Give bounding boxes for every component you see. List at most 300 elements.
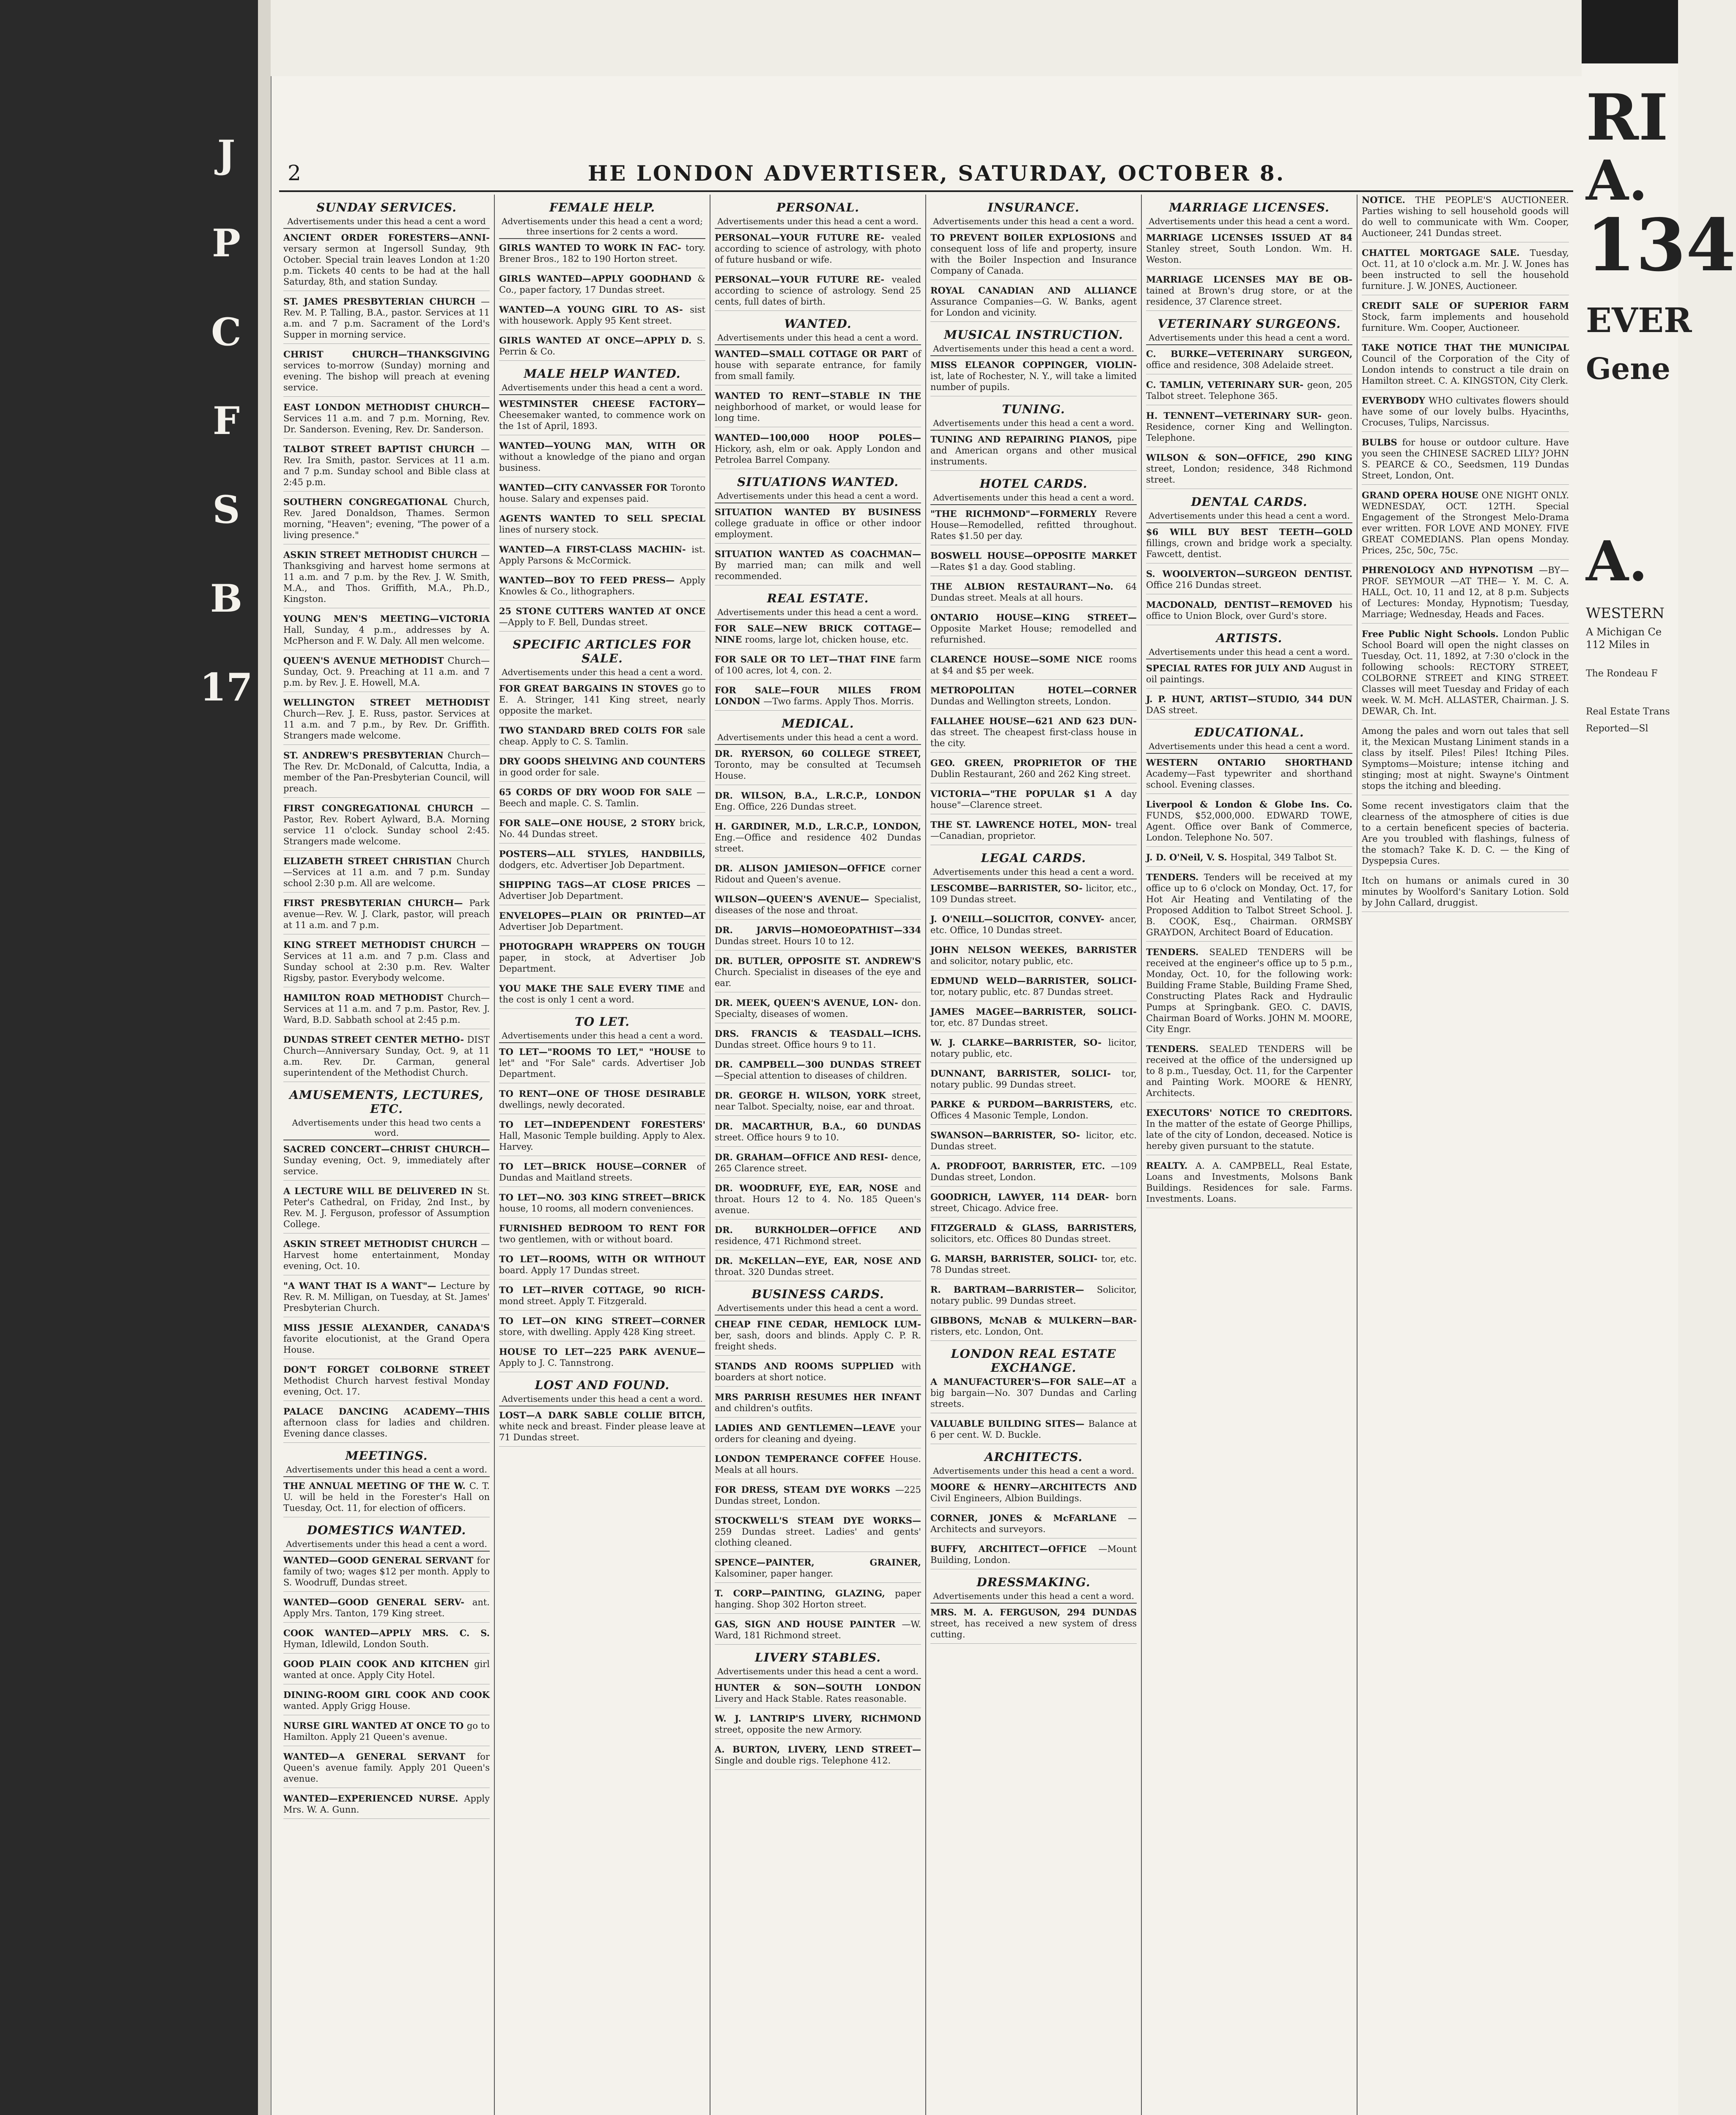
classified-ad: [1362, 565, 1569, 624]
classified-ad: [715, 349, 921, 385]
ad-lead: MRS. M. A. FERGUSON, 294 DUNDAS: [930, 1607, 1137, 1618]
ad-body: Kalsominer, paper hanger.: [715, 1568, 834, 1579]
ad-lead: A MANUFACTURER'S—FOR SALE—AT: [930, 1376, 1132, 1387]
ad-lead: NURSE GIRL WANTED AT ONCE TO: [283, 1720, 467, 1731]
classified-ad: [499, 1088, 705, 1114]
classified-ad: [715, 274, 921, 311]
section-rate-note: Advertisements under this head a cent a word.: [715, 1303, 921, 1316]
ad-body: —Services at 11 a.m. and 7 p.m. Class and Sunday school at 2:30 p.m. Rev. Walter Rigsby, pastor. Everybody welcome.: [283, 940, 490, 983]
ad-body: Cheesemaker wanted, to commence work on the 1st of April, 1893.: [499, 410, 705, 431]
ad-body: Toronto, may be consulted at Tecumseh House.: [715, 760, 921, 781]
ad-section: [715, 591, 921, 711]
ad-lead: LOST—A DARK SABLE COLLIE BITCH,: [499, 1410, 705, 1420]
ad-section: [1146, 631, 1352, 720]
ad-lead: WILSON—QUEEN'S AVENUE—: [715, 894, 875, 904]
ad-body: Lecture by Rev. R. M. Milligan, on Tuesday, at St. James' Presbyterian Church.: [283, 1281, 490, 1313]
ad-section: [499, 1378, 705, 1447]
ad-lead: TWO STANDARD BRED COLTS FOR: [499, 725, 688, 736]
classified-ad: [283, 1364, 490, 1401]
ad-lead: TENDERS.: [1146, 872, 1204, 882]
ad-lead: ONTARIO HOUSE—KING STREET—: [930, 612, 1137, 623]
ad-lead: CLARENCE HOUSE—SOME NICE: [930, 654, 1109, 665]
classified-ad: [283, 296, 490, 344]
classified-ad: [1362, 800, 1569, 870]
classified-ad: [499, 683, 705, 720]
ad-lead: MARRIAGE LICENSES MAY BE OB-: [1146, 274, 1352, 285]
ad-section: [930, 477, 1137, 845]
classified-ad: [1362, 629, 1569, 720]
classified-ad: [930, 945, 1137, 970]
ad-lead: WANTED—YOUNG MAN, WITH OR: [499, 440, 705, 451]
ad-lead: "THE RICHMOND"—FORMERLY: [930, 508, 1105, 519]
classified-ad: [1146, 852, 1352, 867]
ad-body: St. Peter's Cathedral, on Friday, 2nd Inst., by Rev. M. J. Ferguson, professor of Assumption College.: [283, 1186, 490, 1229]
classified-ad: [715, 1090, 921, 1116]
ad-body: ant. Apply Mrs. Tanton, 179 King street.: [283, 1597, 490, 1618]
classified-ad: [715, 1225, 921, 1250]
classified-ad: [499, 304, 705, 330]
ad-body: Church—Rev. J. E. Russ, pastor. Services at 11 a.m. and 7 p.m., by Rev. Dr. Griffith. Strangers made welcome.: [283, 709, 490, 741]
ad-section: [1146, 495, 1352, 625]
ad-lead: ASKIN STREET METHODIST CHURCH: [283, 549, 481, 560]
ad-lead: WELLINGTON STREET METHODIST: [283, 697, 490, 708]
section-heading: SPECIFIC ARTICLES FOR SALE.: [513, 637, 692, 665]
classified-ad: [715, 390, 921, 427]
classified-ad: [715, 549, 921, 585]
classified-ad: [715, 1619, 921, 1645]
section-rate-note: Advertisements under this head a cent a word.: [930, 492, 1137, 505]
ad-column: [926, 195, 1142, 2115]
ad-body: tory. Brener Bros., 182 to 190 Horton street.: [499, 243, 705, 264]
ad-section: [715, 1287, 921, 1645]
classified-ad: [930, 883, 1137, 909]
ad-body: Park avenue—Rev. W. J. Clark, pastor, will preach at 11 a.m. and 7 p.m.: [283, 898, 490, 930]
ad-lead: ENVELOPES—PLAIN OR PRINTED—AT: [499, 910, 705, 921]
ad-section: [1362, 195, 1569, 912]
ad-section: [499, 637, 705, 1009]
section-heading: DRESSMAKING.: [976, 1575, 1091, 1589]
classified-ad: [715, 1059, 921, 1085]
ad-body: tor, etc. 87 Dundas street.: [930, 1018, 1048, 1028]
ad-body: ist. Apply Parsons & McCormick.: [499, 544, 705, 566]
ad-section: [715, 201, 921, 311]
classified-ad: [1146, 452, 1352, 489]
ad-lead: W. J. LANTRIP'S LIVERY, RICHMOND: [715, 1713, 921, 1724]
classified-ad: [715, 507, 921, 544]
ad-body: lines of nursery stock.: [499, 525, 599, 535]
ad-body: Dundas and Wellington streets, London.: [930, 696, 1111, 706]
ad-lead: PHOTOGRAPH WRAPPERS ON TOUGH: [499, 941, 705, 952]
classified-ad: [1146, 232, 1352, 269]
ad-lead: KING STREET METHODIST CHURCH: [283, 939, 481, 950]
ad-body: Stanley street, South London. Wm. H. Weston.: [1146, 244, 1352, 265]
ad-body: without a knowledge of the piano and organ business.: [499, 452, 705, 473]
ad-lead: CHATTEL MORTGAGE SALE.: [1362, 247, 1530, 258]
classified-ad: [499, 725, 705, 751]
ad-body: Toronto house. Salary and expenses paid.: [499, 483, 705, 504]
ad-lead: G. MARSH, BARRISTER, SOLICI-: [930, 1253, 1102, 1264]
ad-lead: POSTERS—ALL STYLES, HANDBILLS,: [499, 849, 705, 859]
ad-lead: DINING-ROOM GIRL COOK AND COOK: [283, 1689, 490, 1700]
classified-ad: [715, 1183, 921, 1220]
ad-body: WHO cultivates flowers should have some of our lovely bulbs. Hyacinths, Crocuses, Tulips, Narcissus.: [1362, 396, 1569, 428]
ad-body: mond street. Apply T. Fitzgerald.: [499, 1296, 647, 1306]
ad-body: solicitors, etc. Offices 80 Dundas street.: [930, 1234, 1111, 1244]
ad-lead: LADIES AND GENTLEMEN—LEAVE: [715, 1423, 901, 1433]
margin-letter: F: [213, 398, 240, 443]
ad-body: his office to Union Block, over Gurd's store.: [1146, 600, 1352, 621]
masthead-rule: [279, 190, 1573, 192]
ad-lead: REALTY.: [1146, 1160, 1196, 1171]
ad-body: Itch on humans or animals cured in 30 minutes by Woolford's Sanitary Lotion. Sold by John Callard, druggist.: [1362, 876, 1569, 908]
ad-lead: H. TENNENT—VETERINARY SUR-: [1146, 410, 1328, 421]
classified-ad: [1146, 1107, 1352, 1155]
ad-body: tor, notary public. 99 Dundas street.: [930, 1068, 1137, 1090]
ad-body: —Mount Building, London.: [930, 1544, 1137, 1565]
ad-section: [1146, 799, 1352, 1208]
classified-ad: [930, 508, 1137, 545]
ad-column: [710, 195, 926, 2115]
classified-ad: [715, 997, 921, 1023]
section-rate-note: Advertisements under this head a cent a word.: [930, 343, 1137, 356]
ad-body: SEALED TENDERS will be received at the office of the undersigned up to 8 p.m., Tuesday, Oct. 11, for the Carpenter and Painting Work. MOORE & HENRY, Architects.: [1146, 1044, 1352, 1098]
ad-body: Revere House—Remodelled, refitted throughout. Rates $1.50 per day.: [930, 509, 1137, 541]
ad-body: for family of two; wages $12 per month. Apply to S. Woodruff, Dundas street.: [283, 1555, 490, 1588]
classified-ad: [930, 434, 1137, 471]
ad-body: Hospital, 349 Talbot St.: [1230, 852, 1337, 862]
classified-ad: [930, 581, 1137, 607]
ad-body: SEALED TENDERS will be received at the engineer's office up to 5 p.m., Monday, Oct. 10, for the following work: Building Frame Stable, Building Frame Shed, Constructing Plates Rack and Hydraulic Pumps at Springbank. GEO. C. DAVIS, Chairman Board of Works. JOHN M. MOORE, City Engr.: [1146, 947, 1352, 1034]
ad-body: Solicitor, notary public. 99 Dundas street.: [930, 1285, 1137, 1306]
ad-body: Church—Services at 11 a.m. and 7 p.m. Sunday school 2:30 p.m. All are welcome.: [283, 856, 490, 888]
ad-body: Hall, Masonic Temple building. Apply to Alex. Harvey.: [499, 1131, 705, 1152]
classified-ad: [1146, 1044, 1352, 1102]
classified-ad: [715, 1453, 921, 1479]
ad-lead: SPECIAL RATES FOR JULY AND: [1146, 663, 1309, 673]
classified-ad: [499, 910, 705, 936]
ad-section: [1146, 725, 1352, 794]
ad-lead: DR. CAMPBELL—300 DUNDAS STREET: [715, 1059, 921, 1070]
next-page-fragment: RI: [1586, 80, 1668, 155]
classified-ad: [499, 513, 705, 539]
section-heading: LEGAL CARDS.: [981, 851, 1086, 865]
ad-body: Assurance Companies—G. W. Banks, agent for London and vicinity.: [930, 297, 1137, 318]
ad-lead: PARKE & PURDOM—BARRISTERS,: [930, 1099, 1120, 1110]
ad-lead: AGENTS WANTED TO SELL SPECIAL: [499, 513, 705, 524]
classified-ad: [715, 432, 921, 469]
ad-lead: CORNER, JONES & McFARLANE: [930, 1513, 1128, 1523]
ad-lead: ST. ANDREW'S PRESBYTERIAN: [283, 750, 448, 761]
ad-lead: TALBOT STREET BAPTIST CHURCH: [283, 444, 481, 454]
classified-ad: [283, 1793, 490, 1819]
ad-lead: WANTED—EXPERIENCED NURSE.: [283, 1793, 464, 1804]
ad-body: —Architects and surveyors.: [930, 1513, 1137, 1534]
ad-lead: CHEAP FINE CEDAR, HEMLOCK LUM-: [715, 1319, 921, 1329]
ad-body: THE PEOPLE'S AUCTIONEER. Parties wishing to sell household goods will do well to communicate with Wm. Cooper, Auctioneer, 241 Dundas street.: [1362, 195, 1569, 238]
ad-lead: BOSWELL HOUSE—OPPOSITE MARKET: [930, 550, 1137, 561]
ad-body: residence, 471 Richmond street.: [715, 1236, 861, 1246]
section-rate-note: Advertisements under this head a cent a word.: [715, 332, 921, 345]
ad-section: [930, 402, 1137, 471]
ad-lead: VICTORIA—"THE POPULAR $1 A: [930, 788, 1121, 799]
ad-body: House. Meals at all hours.: [715, 1454, 921, 1475]
ad-lead: GOOD PLAIN COOK AND KITCHEN: [283, 1659, 474, 1669]
ad-lead: ROYAL CANADIAN AND ALLIANCE: [930, 285, 1137, 296]
ad-body: street, has received a new system of dress cutting.: [930, 1618, 1137, 1640]
section-rate-note: Advertisements under this head a cent a word.: [930, 867, 1137, 879]
ad-body: S. Perrin & Co.: [499, 335, 705, 357]
ad-lead: PALACE DANCING ACADEMY—THIS: [283, 1406, 490, 1417]
classified-ad: [715, 1515, 921, 1552]
ad-body: white neck and breast. Finder please leave at 71 Dundas street.: [499, 1421, 705, 1442]
ad-lead: HOUSE TO LET—225 PARK AVENUE—: [499, 1346, 705, 1357]
ad-body: Some recent investigators claim that the clearness of the atmosphere of cities is due to a certain beneficent species of bacteria. Are you troubled with flashings, fulness of the stomach? Take K. D. C. — the King of Dyspepsia Cures.: [1362, 801, 1569, 866]
classified-ad: [499, 1285, 705, 1310]
next-page-fragment: 134: [1586, 203, 1736, 288]
classified-ad: [930, 612, 1137, 649]
classified-ad: [283, 349, 490, 397]
classified-ad: [283, 939, 490, 987]
ad-lead: ST. JAMES PRESBYTERIAN CHURCH: [283, 296, 481, 307]
ad-lead: BUFFY, ARCHITECT—OFFICE: [930, 1544, 1099, 1554]
ad-body: Apply Mrs. W. A. Gunn.: [283, 1794, 490, 1815]
section-rate-note: Advertisements under this head a cent a word.: [930, 418, 1137, 431]
classified-ad: [930, 1284, 1137, 1310]
classified-ad: [499, 398, 705, 435]
classified-ad: [715, 1423, 921, 1448]
margin-letter: 17: [200, 665, 253, 710]
ad-lead: TO LET—INDEPENDENT FORESTERS': [499, 1119, 705, 1130]
ad-section: [930, 1347, 1137, 1444]
section-heading: HOTEL CARDS.: [979, 477, 1088, 491]
section-rate-note: Advertisements under this head a cent a word.: [1146, 647, 1352, 659]
ad-lead: PERSONAL—YOUR FUTURE RE-: [715, 232, 892, 243]
scan-edge-strip: [258, 0, 271, 2115]
next-page-fragment: Gene: [1586, 351, 1670, 386]
ad-section: [715, 475, 921, 585]
classified-ad: [930, 1037, 1137, 1063]
classified-ad: [283, 613, 490, 650]
ad-body: Hall, Sunday, 4 p.m., addresses by A. McPherson and F. W. Daly. All men welcome.: [283, 625, 490, 646]
ad-body: Balance at 6 per cent. W. D. Buckle.: [930, 1419, 1137, 1440]
ad-body: —Harvest home entertainment, Monday evening, Oct. 10.: [283, 1239, 490, 1271]
ad-body: tained at Brown's drug store, or at the residence, 37 Clarence street.: [1146, 286, 1352, 307]
ad-lead: SHIPPING TAGS—AT CLOSE PRICES: [499, 879, 697, 890]
classified-ad: [1146, 410, 1352, 447]
ad-lead: FOR DRESS, STEAM DYE WORKS: [715, 1484, 895, 1495]
next-page-fragment: A.: [1586, 148, 1648, 213]
classified-ad: [715, 1152, 921, 1178]
ad-body: Sunday evening, Oct. 9, immediately after service.: [283, 1155, 490, 1176]
classified-ad: [715, 623, 921, 649]
ad-lead: WANTED—GOOD GENERAL SERV-: [283, 1597, 472, 1607]
ad-body: Tenders will be received at my office up to 6 o'clock on Monday, Oct. 17, for Hot Air Heating and Ventilating of the Proposed Addition to Talbot Street School. J. B. COOK, Esq., Chairman. ORMSBY GRAYDON, Architect Board of Education.: [1146, 872, 1352, 937]
ad-section: [283, 1449, 490, 1517]
ad-lead: DR. WILSON, B.A., L.R.C.P., LONDON: [715, 790, 921, 801]
classified-ad: [1362, 342, 1569, 390]
ad-body: DAS street.: [1146, 705, 1198, 715]
ad-body: dence, 265 Clarence street.: [715, 1152, 921, 1173]
classified-ad: [283, 1186, 490, 1233]
classified-ad: [499, 1223, 705, 1249]
ad-lead: WANTED—GOOD GENERAL SERVANT: [283, 1555, 477, 1566]
section-rate-note: Advertisements under this head a cent a word.: [1146, 216, 1352, 229]
ad-body: street, opposite the new Armory.: [715, 1725, 862, 1735]
classified-ad: [1362, 437, 1569, 485]
ad-body: brick, No. 44 Dundas street.: [499, 818, 705, 839]
section-heading: LOST AND FOUND.: [535, 1378, 670, 1392]
ad-body: Tuesday, Oct. 11, at 10 o'clock a.m. Mr. J. W. Jones has been instructed to sell the household furniture. J. W. JONES, Auctioneer.: [1362, 248, 1569, 291]
classified-ad: [283, 497, 490, 544]
ad-section: [715, 717, 921, 1281]
masthead: [279, 161, 1573, 190]
classified-ad: [283, 750, 490, 798]
section-heading: FEMALE HELP.: [549, 201, 655, 214]
section-heading: ARTISTS.: [1216, 631, 1283, 645]
classified-ad: [1362, 490, 1569, 560]
classified-ad: [715, 956, 921, 992]
classified-ad: [715, 1361, 921, 1387]
classified-ad: [283, 1144, 490, 1181]
ad-body: Eng. Office, 226 Dundas street.: [715, 802, 857, 812]
ad-lead: DR. JARVIS—HOMOEOPATHIST—334: [715, 925, 921, 935]
next-page-fragment: A Michigan Ce: [1586, 626, 1662, 638]
ad-body: Dundas street. Hours 10 to 12.: [715, 936, 854, 946]
ad-lead: THE ALBION RESTAURANT—No.: [930, 581, 1126, 592]
section-heading: DENTAL CARDS.: [1191, 495, 1308, 509]
section-rate-note: Advertisements under this head a cent a word.: [499, 1394, 705, 1406]
ad-lead: CREDIT SALE OF SUPERIOR FARM: [1362, 300, 1569, 311]
ad-body: Church. Specialist in diseases of the eye and ear.: [715, 967, 921, 988]
ad-body: A. A. CAMPBELL, Real Estate, Loans and Investments, Molsons Bank Buildings. Residences for sale. Farms. Investments. Loans.: [1146, 1161, 1352, 1204]
ad-body: Single and double rigs. Telephone 412.: [715, 1755, 891, 1766]
ad-body: licitor, etc. Dundas street.: [930, 1130, 1137, 1151]
ad-body: rooms, large lot, chicken house, etc.: [745, 634, 909, 645]
ad-body: das street. The cheapest first-class house in the city.: [930, 727, 1137, 748]
classified-ad: [283, 1280, 490, 1317]
ad-lead: A. BURTON, LIVERY, LEND STREET—: [715, 1744, 921, 1755]
ad-lead: SITUATION WANTED AS COACHMAN—: [715, 549, 921, 559]
ad-lead: HUNTER & SON—SOUTH LONDON: [715, 1682, 921, 1693]
ad-section: [715, 1651, 921, 1770]
section-rate-note: Advertisements under this head a cent a word.: [283, 1539, 490, 1552]
ad-body: Specialist, diseases of the nose and throat.: [715, 894, 921, 915]
classified-ad: [499, 1410, 705, 1447]
ad-body: risters, etc. London, Ont.: [930, 1327, 1044, 1337]
ad-body: Dublin Restaurant, 260 and 262 King street.: [930, 769, 1131, 779]
ad-body: sist with housework. Apply 95 Kent street.: [499, 305, 705, 326]
ad-body: —109 Dundas street, London.: [930, 1161, 1137, 1182]
ad-body: By married man; can milk and well recommended.: [715, 560, 921, 581]
classified-ad: [1146, 872, 1352, 942]
classified-ad: [1146, 663, 1352, 689]
classified-ad: [283, 1751, 490, 1788]
classified-ad: [930, 788, 1137, 814]
ad-lead: ELIZABETH STREET CHRISTIAN: [283, 856, 457, 866]
ad-body: paper, in stock, at Advertiser Job Department.: [499, 953, 705, 974]
section-heading: TUNING.: [1002, 402, 1065, 416]
ad-column: [1142, 195, 1358, 2115]
ad-body: Hickory, ash, elm or oak. Apply London and Petrolea Barrel Company.: [715, 444, 921, 465]
ad-section: [283, 201, 490, 1082]
ad-body: afternoon class for ladies and children. Evening dance classes.: [283, 1417, 490, 1439]
ad-body: —Beech and maple. C. S. Tamlin.: [499, 787, 705, 808]
ad-lead: J. O'NEILL—SOLICITOR, CONVEY-: [930, 914, 1110, 924]
classified-ad: [930, 685, 1137, 711]
section-heading: MALE HELP WANTED.: [524, 367, 681, 381]
ad-body: Methodist Church harvest festival Monday evening, Oct. 17.: [283, 1376, 490, 1397]
ad-body: wanted. Apply Grigg House.: [283, 1701, 411, 1711]
ad-lead: WILSON & SON—OFFICE, 290 KING: [1146, 452, 1352, 463]
ad-body: Livery and Hack Stable. Rates reasonable.: [715, 1694, 907, 1704]
ad-lead: DRY GOODS SHELVING AND COUNTERS: [499, 756, 705, 766]
classified-ad: [1146, 757, 1352, 794]
section-rate-note: Advertisements under this head a cent a word.: [1146, 332, 1352, 345]
classified-ad: [499, 440, 705, 477]
section-heading: BUSINESS CARDS.: [751, 1287, 884, 1301]
classified-ad: [499, 1346, 705, 1372]
ad-body: pipe and American organs and other musical instruments.: [930, 434, 1137, 467]
classified-ad: [930, 550, 1137, 576]
ad-body: etc. Offices 4 Masonic Temple, London.: [930, 1099, 1137, 1121]
classified-ad: [715, 1744, 921, 1770]
classified-ad: [715, 821, 921, 858]
classified-ad: [715, 894, 921, 920]
ad-lead: EVERYBODY: [1362, 395, 1429, 406]
ad-lead: YOUNG MEN'S MEETING—VICTORIA: [283, 613, 490, 624]
classified-ad: [715, 1557, 921, 1583]
classified-ad: [499, 575, 705, 601]
ad-section: [1146, 201, 1352, 311]
ad-lead: EAST LONDON METHODIST CHURCH—: [283, 402, 490, 412]
ad-lead: J. P. HUNT, ARTIST—STUDIO, 344 DUN: [1146, 694, 1352, 704]
classified-ad: [715, 863, 921, 889]
classified-ad: [1362, 195, 1569, 242]
classified-ad: [715, 232, 921, 269]
ad-lead: MISS ELEANOR COPPINGER, VIOLIN-: [930, 360, 1137, 370]
classified-ad: [1146, 947, 1352, 1038]
ad-lead: EXECUTORS' NOTICE TO CREDITORS.: [1146, 1107, 1352, 1118]
ad-body: ancer, etc. Office, 10 Dundas street.: [930, 914, 1137, 935]
classified-ad: [283, 1659, 490, 1684]
classified-ad: [499, 335, 705, 361]
ad-lead: TENDERS.: [1146, 1044, 1209, 1054]
ad-lead: FOR SALE—NEW BRICK COTTAGE—NINE: [715, 623, 921, 645]
ad-body: office and residence, 308 Adelaide street.: [1146, 360, 1334, 370]
ad-lead: DR. BUTLER, OPPOSITE ST. ANDREW'S: [715, 956, 921, 966]
ad-body: two gentlemen, with or without board.: [499, 1234, 673, 1244]
ad-lead: "A WANT THAT IS A WANT"—: [283, 1280, 441, 1291]
classified-ad: [1146, 379, 1352, 405]
ad-lead: TAKE NOTICE THAT THE MUNICIPAL: [1362, 342, 1569, 353]
ad-section: [499, 201, 705, 361]
ad-column: [495, 195, 710, 2115]
ad-body: ist, late of Rochester, N. Y., will take a limited number of pupils.: [930, 371, 1137, 392]
ad-lead: TO LET—"ROOMS TO LET," "HOUSE: [499, 1047, 697, 1057]
ad-lead: METROPOLITAN HOTEL—CORNER: [930, 685, 1137, 695]
ad-body: of house with separate entrance, for family from small family.: [715, 349, 921, 381]
ad-lead: TO RENT—ONE OF THOSE DESIRABLE: [499, 1088, 705, 1099]
classified-ad: [499, 1047, 705, 1083]
ad-lead: NOTICE.: [1362, 195, 1415, 205]
ad-body: paper hanging. Shop 302 Horton street.: [715, 1588, 921, 1610]
ad-lead: GIRLS WANTED TO WORK IN FAC-: [499, 242, 686, 253]
ad-body: Church, Rev. Jared Donaldson, Thames. Sermon morning, "Heaven"; evening, "The power of a living presence.": [283, 497, 490, 540]
ad-lead: MARRIAGE LICENSES ISSUED AT 84: [1146, 232, 1352, 243]
ad-lead: Free Public Night Schools.: [1362, 629, 1503, 639]
classified-ad: [283, 697, 490, 745]
ad-lead: PERSONAL—YOUR FUTURE RE-: [715, 274, 892, 285]
